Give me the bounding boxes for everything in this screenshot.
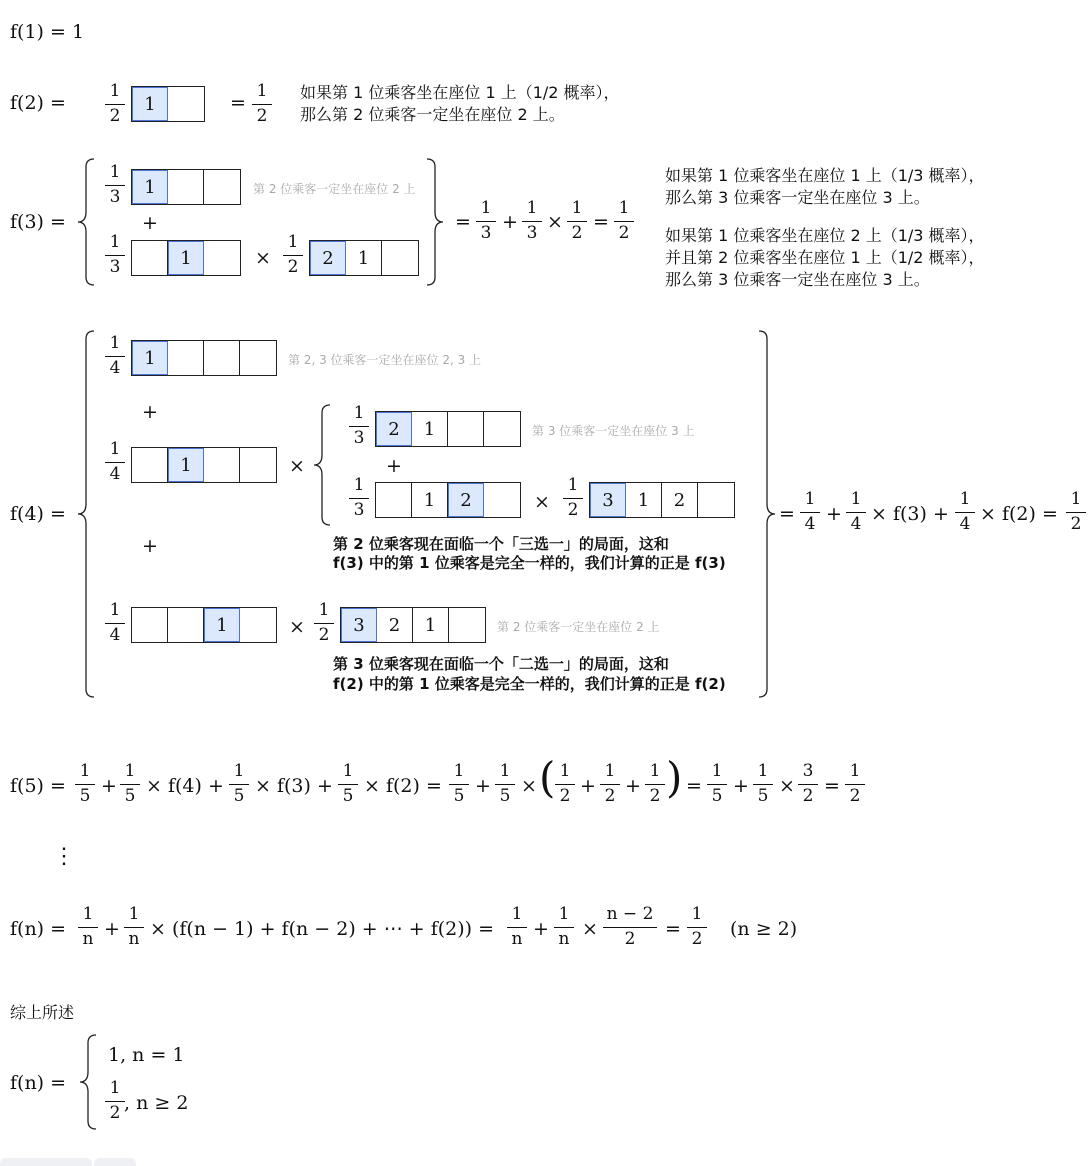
f4-result-op: +	[826, 503, 842, 525]
fn-frac: n − 2 2	[601, 906, 659, 948]
seat-cell	[204, 241, 240, 275]
f3-plus: +	[142, 212, 158, 234]
f5-op: ×	[779, 775, 795, 797]
f3-note1-line: 如果第 1 位乘客坐在座位 1 上（1/3 概率），	[665, 166, 985, 185]
f4-b1-note: 第 3 位乘客一定坐在座位 3 上	[532, 424, 695, 438]
seat-cell: 1	[346, 241, 382, 275]
seat-cell: 2	[310, 241, 346, 275]
seat-cell	[132, 241, 168, 275]
f5-lhs: f(5) =	[10, 775, 66, 797]
f5-op: × f(2) =	[364, 775, 442, 797]
f3-r1-note: 第 2 位乘客一定坐在座位 2 上	[253, 182, 416, 196]
f3-r2-seat-row	[131, 240, 241, 276]
f5-op: =	[824, 775, 840, 797]
summary-title: 综上所述	[10, 1003, 75, 1022]
seat-cell	[484, 483, 520, 517]
f5-frac: 1 5	[751, 763, 775, 805]
seat-cell	[168, 608, 204, 642]
f4-inner-brace	[312, 404, 332, 526]
bottom-toolbar-segment	[0, 1158, 92, 1166]
vdots: ⋮	[53, 844, 75, 869]
fn-frac: 1 n	[122, 906, 146, 948]
f5-op: +	[580, 775, 596, 797]
fn-lhs: f(n) =	[10, 918, 67, 940]
f4-inner-plus: +	[386, 455, 402, 477]
f2-lhs: f(2) =	[10, 92, 66, 114]
f4-c-frac2: 1 2	[312, 602, 336, 644]
f3-r2-seat-row2	[309, 240, 419, 276]
f4-b1-seat-row	[375, 411, 521, 447]
f3-result-eq: =	[593, 211, 609, 233]
seat-cell	[449, 608, 485, 642]
seat-cell: 1	[132, 341, 168, 375]
f4-a-note: 第 2, 3 位乘客一定坐在座位 2, 3 上	[288, 353, 482, 367]
f2-note-line: 那么第 2 位乘客一定坐在座位 2 上。	[300, 105, 565, 124]
fn-op: × (f(n − 1) + f(n − 2) + ⋯ + f(2)) =	[150, 918, 495, 940]
f3-lhs: f(3) =	[10, 211, 66, 233]
f4-right-brace	[757, 330, 777, 698]
fn-frac: 1 n	[76, 906, 100, 948]
seat-cell	[240, 341, 276, 375]
f4-a-seat-row	[131, 340, 277, 376]
f4-c-seat-row2	[340, 607, 486, 643]
fn-op: ×	[582, 918, 598, 940]
f4-b2-frac2: 1 2	[561, 477, 585, 519]
f5-right-paren: )	[666, 753, 683, 802]
f3-note2-line: 那么第 3 位乘客一定坐在座位 3 上。	[665, 270, 930, 289]
seat-cell: 3	[590, 483, 626, 517]
f3-result-frac: 1 2	[565, 200, 589, 242]
f4-b-bold-line: f(3) 中的第 1 位乘客是完全一样的，我们计算的正是 f(3)	[333, 554, 726, 572]
f4-result-op: × f(3) +	[871, 503, 949, 525]
f4-c-bold-line: f(2) 中的第 1 位乘客是完全一样的，我们计算的正是 f(2)	[333, 675, 726, 693]
f4-b-seat-row	[131, 447, 277, 483]
seat-cell	[204, 341, 240, 375]
f3-r1-frac: 1 3	[103, 164, 127, 206]
f3-note2-line: 如果第 1 位乘客坐在座位 2 上（1/3 概率），	[665, 226, 985, 245]
summary-case2-frac: 1 2	[103, 1080, 127, 1122]
seat-cell: 1	[413, 608, 449, 642]
seat-cell	[698, 483, 734, 517]
seat-cell: 1	[626, 483, 662, 517]
f5-frac: 1 5	[73, 763, 97, 805]
f4-c-seat-row	[131, 607, 277, 643]
f5-frac: 1 5	[447, 763, 471, 805]
f4-result-frac: 1 4	[953, 491, 977, 533]
f3-right-brace	[425, 158, 445, 286]
f5-frac: 1 2	[843, 763, 867, 805]
f3-result-frac: 1 3	[520, 200, 544, 242]
seat-cell: 1	[168, 241, 204, 275]
fn-op: =	[665, 918, 681, 940]
f3-left-brace	[76, 158, 96, 286]
f5-frac: 1 5	[336, 763, 360, 805]
fn-frac: 1 n	[505, 906, 529, 948]
f4-b2-times: ×	[534, 491, 550, 513]
f5-frac: 1 2	[598, 763, 622, 805]
f2-eq: =	[230, 92, 246, 114]
f2-seat-row	[131, 86, 205, 122]
f5-frac: 1 2	[643, 763, 667, 805]
f3-note2-line: 并且第 2 位乘客坐在座位 1 上（1/2 概率），	[665, 248, 985, 267]
seat-cell	[132, 448, 168, 482]
f3-r2-frac2: 1 2	[281, 234, 305, 276]
seat-cell	[484, 412, 520, 446]
f3-result-frac: 1 3	[474, 200, 498, 242]
f4-b-bold-line: 第 2 位乘客现在面临一个「三选一」的局面，这和	[333, 535, 669, 553]
f5-op: ×	[521, 775, 537, 797]
f3-result-op: +	[502, 211, 518, 233]
summary-case1: 1, n = 1	[108, 1044, 185, 1066]
seat-cell: 1	[412, 412, 448, 446]
f4-c-note: 第 2 位乘客一定坐在座位 2 上	[497, 620, 660, 634]
f3-r1-seat-row	[131, 169, 241, 205]
f4-result-frac: 1 2	[1064, 491, 1088, 533]
f4-result-eq: =	[779, 503, 795, 525]
seat-cell: 1	[168, 448, 204, 482]
f4-c-frac: 1 4	[103, 602, 127, 644]
f3-r2-frac: 1 3	[103, 234, 127, 276]
f3-times: ×	[255, 247, 271, 269]
seat-cell	[168, 87, 204, 121]
f5-left-paren: (	[539, 753, 556, 802]
f4-b2-frac: 1 3	[347, 477, 371, 519]
f5-frac: 1 5	[493, 763, 517, 805]
fn-frac: 1 n	[552, 906, 576, 948]
f1-equation: f(1) = 1	[10, 21, 85, 43]
f3-result-op: ×	[547, 211, 563, 233]
summary-case2-tail: , n ≥ 2	[124, 1092, 189, 1114]
seat-cell: 1	[132, 170, 168, 204]
f4-b2-seat-row2	[589, 482, 735, 518]
seat-cell: 2	[376, 412, 412, 446]
seat-cell	[204, 448, 240, 482]
seat-cell	[204, 170, 240, 204]
f5-op: +	[625, 775, 641, 797]
f4-result-frac: 1 4	[844, 491, 868, 533]
f5-op: × f(3) +	[255, 775, 333, 797]
fn-op: +	[104, 918, 120, 940]
f4-b2-seat-row	[375, 482, 521, 518]
seat-cell	[240, 608, 276, 642]
f5-frac: 1 5	[227, 763, 251, 805]
f5-op: +	[101, 775, 117, 797]
f4-lhs: f(4) =	[10, 503, 66, 525]
f4-a-frac: 1 4	[103, 335, 127, 377]
seat-cell	[448, 412, 484, 446]
f5-op: +	[475, 775, 491, 797]
seat-cell: 2	[662, 483, 698, 517]
f4-result-op: × f(2) =	[980, 503, 1058, 525]
fn-op: +	[533, 918, 549, 940]
f5-op: =	[686, 775, 702, 797]
f4-result-frac: 1 4	[798, 491, 822, 533]
f5-op: +	[733, 775, 749, 797]
seat-cell	[376, 483, 412, 517]
f3-note1-line: 那么第 3 位乘客一定坐在座位 3 上。	[665, 188, 930, 207]
seat-cell	[132, 608, 168, 642]
f3-result-frac: 1 2	[612, 200, 636, 242]
f4-left-brace	[76, 330, 96, 698]
summary-brace	[78, 1034, 98, 1130]
seat-cell	[168, 170, 204, 204]
f4-plus: +	[142, 535, 158, 557]
f4-plus: +	[142, 401, 158, 423]
seat-cell: 1	[204, 608, 240, 642]
f4-b-frac: 1 4	[103, 441, 127, 483]
f4-c-times: ×	[289, 616, 305, 638]
fn-frac: 1 2	[685, 906, 709, 948]
f5-frac: 1 5	[118, 763, 142, 805]
f5-frac: 3 2	[796, 763, 820, 805]
seat-cell	[240, 448, 276, 482]
f4-c-bold-line: 第 3 位乘客现在面临一个「二选一」的局面，这和	[333, 655, 669, 673]
bottom-toolbar-segment	[94, 1158, 136, 1166]
f5-op: × f(4) +	[146, 775, 224, 797]
seat-cell: 2	[448, 483, 484, 517]
f2-frac: 1 2	[103, 83, 127, 125]
seat-cell	[168, 341, 204, 375]
f3-result-eq: =	[455, 211, 471, 233]
f4-times: ×	[289, 455, 305, 477]
seat-cell: 1	[132, 87, 168, 121]
seat-cell: 2	[377, 608, 413, 642]
seat-cell: 1	[412, 483, 448, 517]
summary-lhs: f(n) =	[10, 1072, 67, 1094]
f5-frac: 1 5	[705, 763, 729, 805]
f2-note-line: 如果第 1 位乘客坐在座位 1 上（1/2 概率），	[300, 83, 620, 102]
f4-b1-frac: 1 3	[347, 405, 371, 447]
seat-cell	[382, 241, 418, 275]
fn-condition: (n ≥ 2)	[730, 918, 798, 940]
f5-frac: 1 2	[553, 763, 577, 805]
seat-cell: 3	[341, 608, 377, 642]
f2-result-frac: 1 2	[250, 83, 274, 125]
